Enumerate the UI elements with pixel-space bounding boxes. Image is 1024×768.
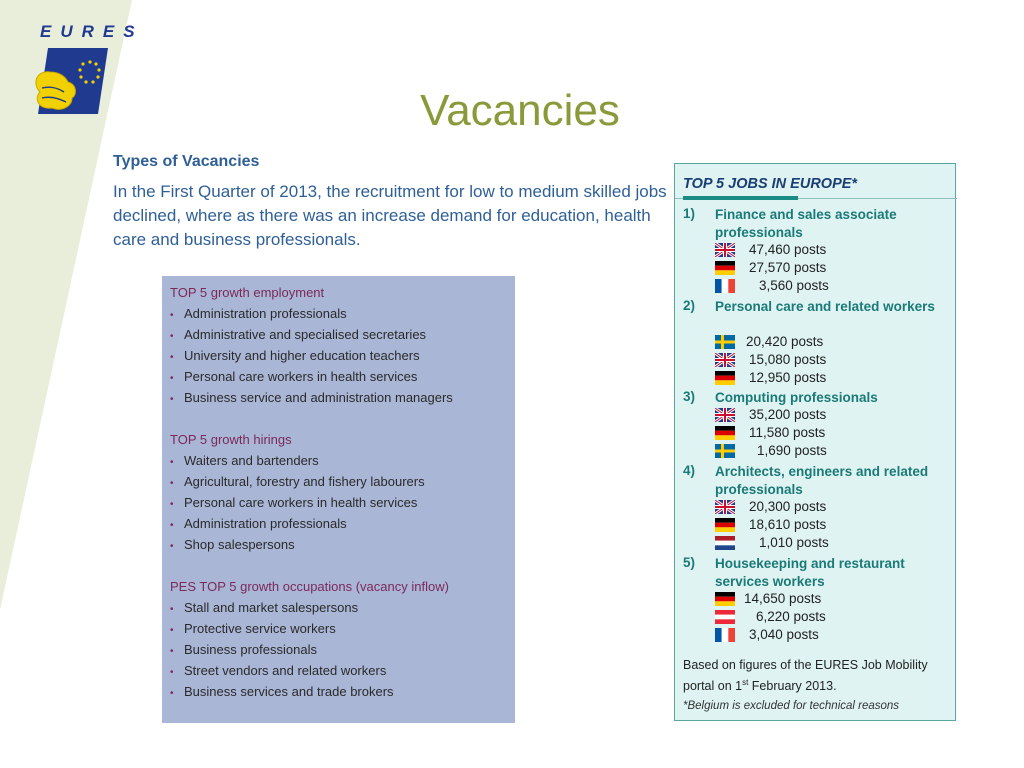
- job-label: Housekeeping and restaurant services workers: [715, 556, 905, 589]
- list-item: • Street vendors and related workers: [170, 663, 387, 678]
- germany-flag-icon: [715, 426, 735, 440]
- section-subheading: Types of Vacancies: [113, 153, 260, 170]
- growth-hirings-section: [170, 429, 510, 555]
- france-flag-icon: [715, 628, 735, 642]
- eures-logo-text: EURES: [40, 22, 144, 41]
- netherlands-flag-icon: [715, 536, 735, 550]
- job-number: 3): [683, 389, 696, 404]
- section-heading: TOP 5 growth employment: [170, 285, 325, 300]
- uk-flag-icon: [715, 500, 735, 514]
- uk-flag-icon: [715, 353, 735, 367]
- job-label: Computing professionals: [715, 390, 878, 405]
- pes-growth-occupations-section: [170, 576, 510, 702]
- list-item: • Administration professionals: [170, 516, 347, 531]
- intro-paragraph: In the First Quarter of 2013, the recruitment for low to medium skilled jobs declined, where as there was an increase demand for education, health care and business professionals.: [113, 182, 667, 249]
- job-number: 4): [683, 463, 696, 478]
- job-number: 2): [683, 298, 696, 313]
- job-label: Architects, engineers and related professionals: [715, 464, 929, 497]
- sweden-flag-icon: [715, 335, 735, 349]
- list-item: • Business professionals: [170, 642, 317, 657]
- growth-employment-section: [170, 282, 510, 408]
- divider-accent: [683, 196, 798, 200]
- list-item: • Personal care workers in health services: [170, 369, 418, 384]
- germany-flag-icon: [715, 261, 735, 275]
- list-item: • Business service and administration managers: [170, 390, 453, 405]
- list-item: • Personal care workers in health services: [170, 495, 418, 510]
- sweden-flag-icon: [715, 444, 735, 458]
- list-item: • Administration professionals: [170, 306, 347, 321]
- list-item: • Agricultural, forestry and fishery labourers: [170, 474, 425, 489]
- list-item: • Shop salespersons: [170, 537, 295, 552]
- section-heading: TOP 5 growth hirings: [170, 432, 292, 447]
- list-item: • Stall and market salespersons: [170, 600, 359, 615]
- job-number: 5): [683, 555, 696, 570]
- growth-occupations-panel: [162, 276, 515, 723]
- list-item: • Protective service workers: [170, 621, 336, 636]
- list-item: • Business services and trade brokers: [170, 684, 394, 699]
- job-label: Personal care and related workers: [715, 299, 935, 314]
- job-label: Finance and sales associate professionals: [715, 207, 897, 240]
- germany-flag-icon: [715, 518, 735, 532]
- source-footnote: Based on figures of the EURES Job Mobility portal on 1st February 2013.: [683, 658, 928, 694]
- uk-flag-icon: [715, 408, 735, 422]
- list-item: • University and higher education teachers: [170, 348, 420, 363]
- france-flag-icon: [715, 279, 735, 293]
- job-number: 1): [683, 206, 696, 221]
- exclusion-note: *Belgium is excluded for technical reasons: [683, 700, 900, 712]
- germany-flag-icon: [715, 592, 735, 606]
- germany-flag-icon: [715, 371, 735, 385]
- uk-flag-icon: [715, 243, 735, 257]
- panel-title: TOP 5 JOBS IN EUROPE*: [683, 176, 858, 192]
- list-item: • Administrative and specialised secretaries: [170, 327, 427, 342]
- top5-jobs-panel: TOP 5 JOBS IN EUROPE* 1) Finance and sales associate professionals 47,460 posts 27,570 posts 3,560 posts 2) Personal care and related workers 20,420 posts 15,080 posts 12,950 posts 3) Computing professionals 35,200 posts 11,580 posts 1,690 posts 4) Architects, engineers and related professionals 20,300 posts 18,610 posts 1,010 posts 5) Housekeeping and restaurant services workers 14,650 posts 6,220 posts 3,040 posts Based on figures of the EURES Job Mobility portal on 1st February 2013. *Belgium is excluded for technical reasons: [674, 163, 956, 721]
- austria-flag-icon: [715, 610, 735, 624]
- list-item: • Waiters and bartenders: [170, 453, 319, 468]
- section-heading: PES TOP 5 growth occupations (vacancy inflow): [170, 579, 449, 594]
- page-title: Vacancies: [420, 86, 620, 135]
